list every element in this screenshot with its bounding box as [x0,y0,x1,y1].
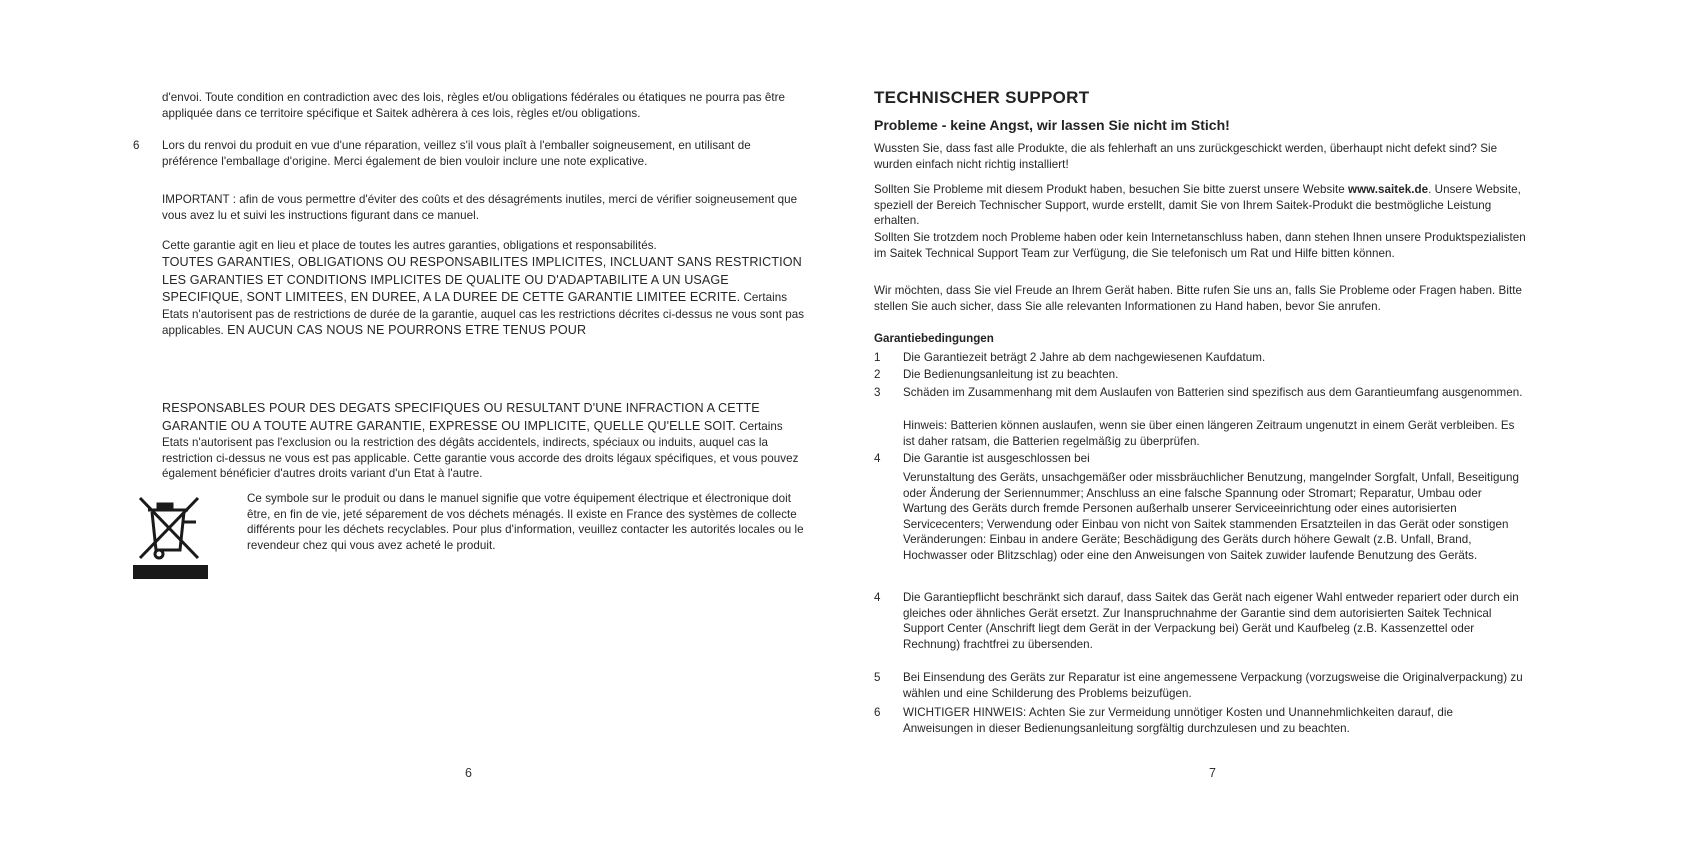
text-span: Sollten Sie Probleme mit diesem Produkt haben, besuchen Sie bitte zuerst unsere Website [874,183,1348,196]
condition-number: 4 [874,452,881,465]
text-span: . Unsere Website, speziell der Bereich Technischer Support, wurde erstellt, damit Sie von Ihrem Saitek-Produkt die bestmögliche Leistung erhalten. [874,183,1521,228]
section-heading: TECHNISCHER SUPPORT [874,88,1090,107]
caps-text: RESPONSABLES POUR DES DEGATS SPECIFIQUES OU RESULTANT D'UNE INFRACTION A CETTE GARANTIE OU A TOUTE AUTRE GARANTIE, EXPRESSE OU IMPLICITE, QUELLE QU'ELLE SOIT. [162,401,760,433]
condition-number: 1 [874,351,881,364]
intro-paragraph: d'envoi. Toute condition en contradiction avec des lois, règles et/ou obligations fédérales ou étatiques ne pourra pas être appliquée dans ce territoire spécifique et Saitek adhèrera à ces lois, règles et/ou obligations. [162,91,786,120]
condition-text: Bei Einsendung des Geräts zur Reparatur ist eine angemessene Verpackung (vorzugsweise die Originalverpackung) zu wählen und eine Schilderung des Problems beizufügen. [903,671,1523,700]
page-number: 7 [1209,766,1216,780]
item-6-text: Lors du renvoi du produit en vue d'une réparation, veillez s'il vous plaît à l'emballer soigneusement, en utilisant de préférence l'emballage d'origine. Merci également de bien vouloir inclure une note explicative. [162,139,751,168]
caps-text: TOUTES GARANTIES, OBLIGATIONS OU RESPONSABILITES IMPLICITES, INCLUANT SANS RESTRICTION LES GARANTIES ET CONDITIONS IMPLICITES DE QUALITE OU D'ADAPTABILITE A UN USAGE SPECIFIQUE, SONT LIMITEES, EN DUREE, A LA DUREE DE CETTE GARANTIE LIMITEE ECRITE. [162,255,802,304]
warranty-statement: Cette garantie agit en lieu et place de toutes les autres garanties, obligations et responsabilités. [162,239,657,252]
liability-block [162,400,812,482]
implied-warranty-block [162,254,812,340]
condition-details: Verunstaltung des Geräts, unsachgemäßer oder missbräuchlicher Benutzung, mangelnder Sorgfalt, Unfall, Beseitigung oder Änderung der Seriennummer; Anschluss an eine falsche Spannung oder Stromart; Reparatur, Umbau oder Wartung des Geräts durch fremde Personen außerhalb unserer Serviceeinrichtung oder eines autorisierten Servicecenters; Verwendung oder Einbau von nicht von Saitek stammenden Ersatzteilen in das Gerät oder sonstigen Veränderungen: Einbau in andere Geräte; Beschädigung des Geräts durch höhere Gewalt (z.B. Unfall, Brand, Hochwasser oder Blitzschlag) oder eine den Anweisungen von Saitek zuwider laufende Benutzung des Geräts. [903,471,1519,562]
caps-text: EN AUCUN CAS NOUS NE POURRONS ETRE TENUS POUR [227,323,587,338]
support-paragraph-4: Wir möchten, dass Sie viel Freude an Ihrem Gerät haben. Bitte rufen Sie uns an, falls Sie Probleme oder Fragen haben. Bitte stellen Sie auch sicher, dass Sie alle relevanten Informationen zu Hand haben, bevor Sie anrufen. [874,284,1523,313]
condition-note: Hinweis: Batterien können auslaufen, wenn sie über einen längeren Zeitraum ungenutzt in einem Gerät verbleiben. Es ist daher ratsam, die Batterien regelmäßig zu überprüfen. [903,419,1515,448]
condition-number: 3 [874,386,881,399]
weee-bar [133,565,208,579]
conditions-heading: Garantiebedingungen [874,332,994,345]
section-subheading: Probleme - keine Angst, wir lassen Sie nicht im Stich! [874,117,1230,133]
website-link[interactable]: www.saitek.de [1348,183,1429,196]
support-paragraph-3: Sollten Sie trotzdem noch Probleme haben oder kein Internetanschluss haben, dann stehen Ihnen unsere Produktspezialisten im Saitek Technical Support Team zur Verfügung, die Sie telefonisch um Rat und Hilfe bitten können. [874,231,1526,260]
condition-text: Die Garantiezeit beträgt 2 Jahre ab dem nachgewiesenen Kaufdatum. [903,351,1266,364]
states-text: Certains Etats n'autorisent pas l'exclusion ou la restriction des dégâts accidentels, indirects, spéciaux ou induits, auquel cas la restriction ci-dessus ne vous est pas applicable. Cette garantie vous accorde des droits légaux spécifiques, et vous pouvez également bénéficier d'autres droits variant d'un Etat à l'autre. [162,419,799,481]
weee-bin-icon [132,492,210,564]
weee-description: Ce symbole sur le produit ou dans le manuel signifie que votre équipement électrique et électronique doit être, en fin de vie, jeté séparement de vos déchets ménagés. Il existe en France des systèmes de collecte différents pour les déchets recyclables. Pour plus d'information, veuillez contacter les autorités locales ou le revendeur chez qui vous avez acheté le produit. [247,492,804,552]
condition-number: 5 [874,671,881,684]
condition-number: 6 [874,706,881,719]
condition-text: Die Bedienungsanleitung ist zu beachten. [903,368,1119,381]
item-number: 6 [133,139,140,152]
support-paragraph-1: Wussten Sie, dass fast alle Produkte, die als fehlerhaft an uns zurückgeschickt werden, überhaupt nicht defekt sind? Sie wurden einfach nicht richtig installiert! [874,142,1498,171]
condition-number: 4 [874,591,881,604]
page-number: 6 [465,766,472,780]
support-paragraph-2 [874,182,1529,229]
states-text: Certains Etats n'autorisent pas de restrictions de durée de la garantie, auquel cas les restrictions décrites ci-dessus ne vous sont pas applicables. [162,291,805,338]
condition-text: Schäden im Zusammenhang mit dem Auslaufen von Batterien sind spezifisch aus dem Garantieumfang ausgenommen. [903,386,1523,399]
condition-text: Die Garantie ist ausgeschlossen bei [903,452,1090,465]
important-notice: IMPORTANT : afin de vous permettre d'éviter des coûts et des désagréments inutiles, merci de vérifier soigneusement que vous avez lu et suivi les instructions figurant dans ce manuel. [162,193,798,222]
condition-text: WICHTIGER HINWEIS: Achten Sie zur Vermeidung unnötiger Kosten und Unannehmlichkeiten darauf, die Anweisungen in dieser Bedienungsanleitung sorgfältig durchzulesen und zu beachten. [903,706,1453,735]
condition-number: 2 [874,368,881,381]
right-page [842,0,1684,841]
condition-text: Die Garantiepflicht beschränkt sich darauf, dass Saitek das Gerät nach eigener Wahl entweder repariert oder durch ein gleiches oder ähnliches Gerät ersetzt. Zur Inanspruchnahme der Garantie sind dem autorisierten Saitek Technical Support Center (Anschrift liegt dem Gerät in der Verpackung bei) Gerät und Kaufbeleg (z.B. Kassenzettel oder Rechnung) frachtfrei zu übersenden. [903,591,1519,651]
